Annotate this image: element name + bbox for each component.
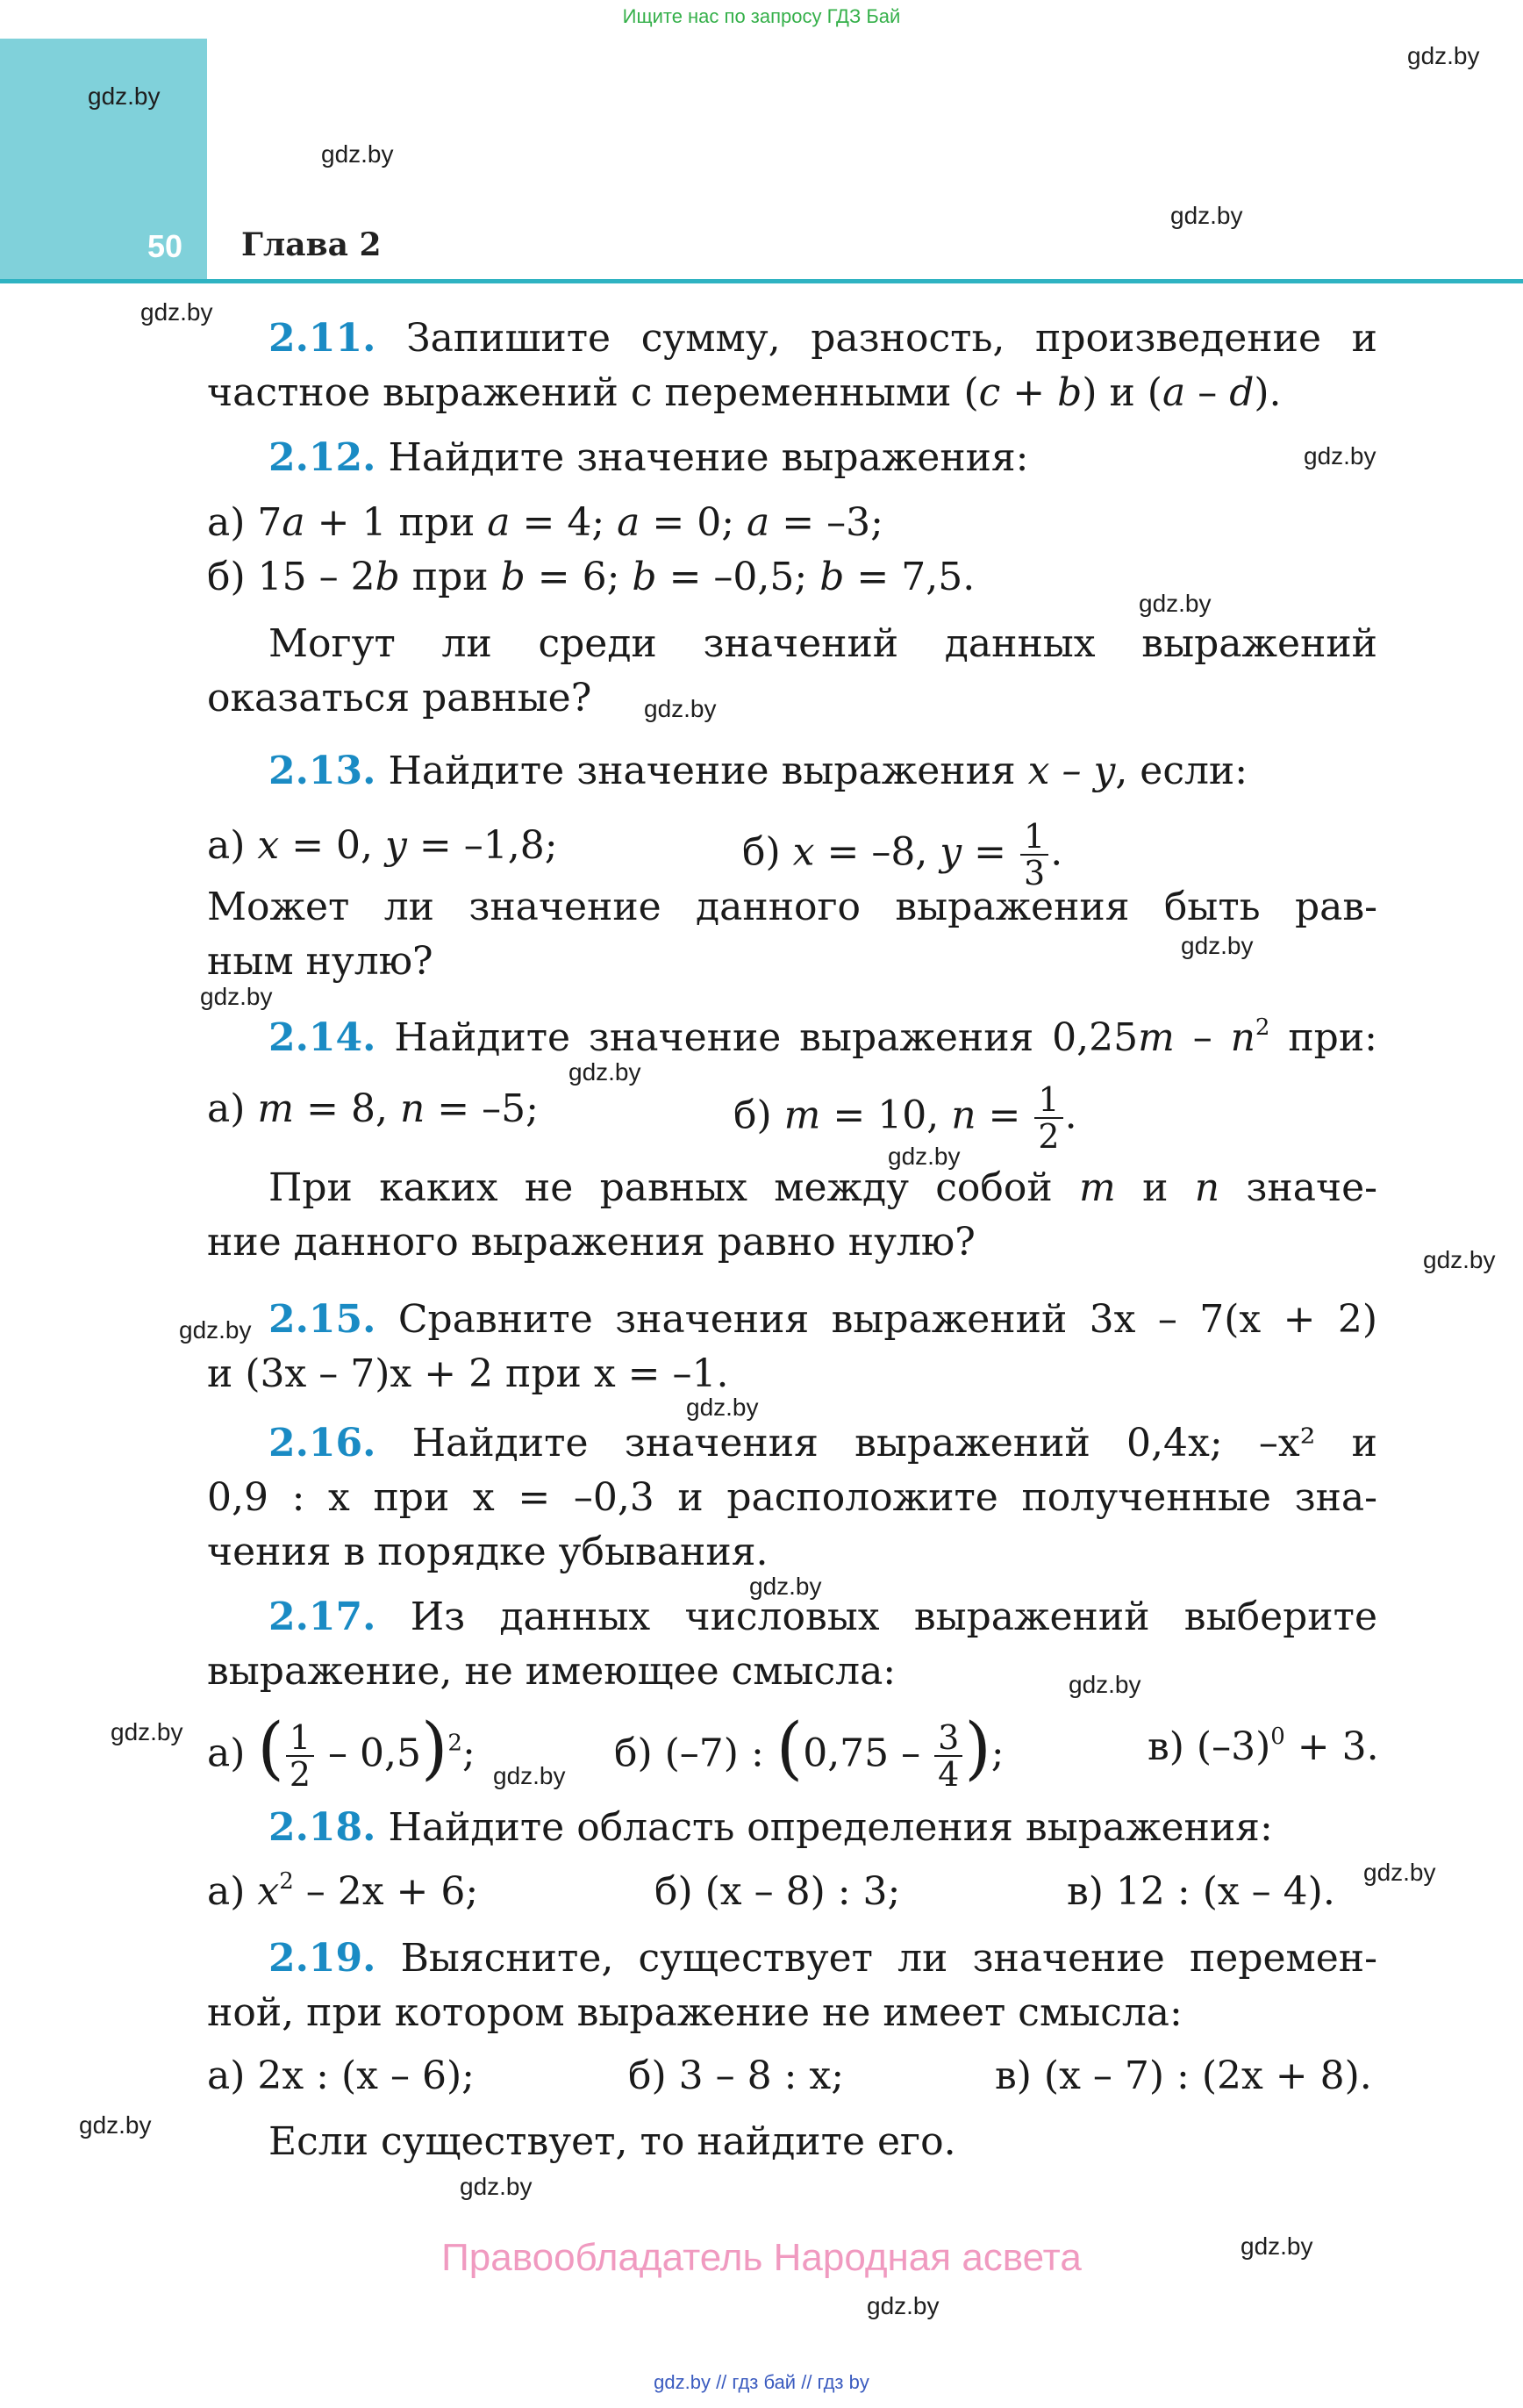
problem-2-19-line-1: 2.19. Выясните, существует ли значение перемен-: [268, 1936, 1377, 1981]
problem-2-11-line-2: частное выражений с переменными (c + b) и (a – d).: [207, 370, 1282, 415]
watermark: gdz.by: [460, 2173, 533, 2200]
watermark: gdz.by: [1241, 2232, 1313, 2260]
watermark: gdz.by: [200, 983, 273, 1010]
problem-number: 2.11.: [268, 316, 376, 361]
problem-2-19-question: Если существует, то найдите его.: [268, 2119, 956, 2164]
problem-2-17-item-a: а) ( $\frac{1}{2}$ – 0,5)$^2$;: [207, 1709, 475, 1794]
watermark: gdz.by: [88, 82, 161, 110]
problem-2-15-line-1: 2.15. Сравните значения выражений 3x – 7(x + 2): [268, 1297, 1377, 1342]
page-number: 50: [147, 228, 183, 264]
problem-2-19-item-c: в) (x – 7) : (2x + 8).: [995, 2053, 1372, 2098]
problem-2-16-line-2: 0,9 : x при x = –0,3 и расположите полученные зна-: [207, 1475, 1377, 1520]
problem-2-16-line-3: чения в порядке убывания.: [207, 1530, 769, 1574]
problem-number: 2.17.: [268, 1595, 376, 1639]
footer-links[interactable]: gdz.by // гдз бай // гдз by: [654, 2371, 869, 2393]
problem-2-12-question-2: оказаться равные?: [207, 676, 592, 720]
watermark: gdz.by: [568, 1058, 641, 1086]
problem-number: 2.15.: [268, 1297, 376, 1342]
problem-2-13-item-a: а) x = 0, y = –1,8;: [207, 823, 558, 868]
watermark: gdz.by: [644, 695, 717, 722]
problem-2-11-line-1: 2.11. Запишите сумму, разность, произведение и: [268, 316, 1377, 361]
problem-number: 2.19.: [268, 1936, 376, 1981]
problem-2-13-line-1: 2.13. Найдите значение выражения x – y, если:: [268, 749, 1248, 793]
problem-2-13-question-2: ным нулю?: [207, 939, 433, 984]
watermark: gdz.by: [1407, 42, 1480, 69]
problem-2-16-line-1: 2.16. Найдите значения выражений 0,4x; –x² и: [268, 1421, 1377, 1466]
problem-2-13-item-b: б) x = –8, y = $\frac{1}{3}$ .: [742, 817, 1063, 892]
problem-2-12-question-1: Могут ли среди значений данных выражений: [268, 621, 1377, 666]
problem-2-14-line-1: 2.14. Найдите значение выражения $0,25m - n^2$ при:: [268, 1014, 1377, 1060]
fraction: $\frac{1}{2}$: [286, 1720, 314, 1792]
problem-2-14-question-1: При каких не равных между собой m и n значе-: [268, 1165, 1377, 1210]
problem-number: 2.18.: [268, 1805, 376, 1850]
problem-2-18-item-a: а) $x^2 - 2x + 6$;: [207, 1868, 479, 1914]
problem-2-19-item-a: а) 2x : (x – 6);: [207, 2053, 475, 2098]
watermark: gdz.by: [749, 1573, 822, 1600]
watermark: gdz.by: [179, 1316, 252, 1344]
problem-number: 2.12.: [268, 435, 376, 480]
watermark: gdz.by: [1170, 202, 1243, 229]
watermark: gdz.by: [79, 2111, 152, 2139]
problem-2-17-line-2: выражение, не имеющее смысла:: [207, 1649, 897, 1694]
problem-2-12-item-a: а) 7a + 1 при a = 4; a = 0; a = –3;: [207, 500, 883, 545]
problem-number: 2.13.: [268, 749, 376, 793]
problem-2-18-line-1: 2.18. Найдите область определения выражения:: [268, 1805, 1273, 1850]
chapter-title: Глава 2: [241, 226, 382, 263]
watermark: gdz.by: [321, 140, 394, 168]
watermark: gdz.by: [888, 1143, 961, 1170]
watermark: gdz.by: [1363, 1859, 1436, 1886]
watermark: gdz.by: [686, 1394, 759, 1421]
rights-holder: Правообладатель Народная асвета: [441, 2236, 1082, 2279]
problem-2-12-item-b: б) 15 – 2b при b = 6; b = –0,5; b = 7,5.: [207, 555, 976, 599]
problem-2-17-item-b: б) (–7) : (0,75 – $\frac{3}{4}$ );: [614, 1709, 1005, 1794]
problem-2-14-item-b: б) m = 10, n = $\frac{1}{2}$ .: [733, 1080, 1077, 1156]
problem-2-14-question-2: ние данного выражения равно нулю?: [207, 1220, 976, 1265]
watermark: gdz.by: [1304, 442, 1376, 469]
problem-2-18-item-b: б) (x – 8) : 3;: [654, 1869, 901, 1914]
problem-2-19-item-b: б) 3 – 8 : x;: [628, 2053, 845, 2098]
header-rule: [0, 279, 1523, 283]
problem-2-18-item-c: в) 12 : (x – 4).: [1067, 1869, 1335, 1914]
fraction: $\frac{1}{2}$: [1034, 1082, 1062, 1154]
watermark: gdz.by: [867, 2292, 940, 2319]
watermark: gdz.by: [111, 1718, 183, 1745]
problem-2-14-item-a: а) m = 8, n = –5;: [207, 1086, 539, 1131]
problem-2-13-question-1: Может ли значение данного выражения быть рав-: [207, 885, 1377, 929]
watermark: gdz.by: [1181, 932, 1254, 959]
fraction: $\frac{1}{3}$: [1020, 819, 1048, 891]
watermark: gdz.by: [493, 1762, 566, 1789]
watermark: gdz.by: [1069, 1671, 1141, 1698]
fraction: $\frac{3}{4}$: [934, 1720, 962, 1792]
problem-2-15-line-2: и (3x – 7)x + 2 при x = –1.: [207, 1351, 729, 1396]
top-banner[interactable]: Ищите нас по запросу ГДЗ Бай: [622, 5, 901, 27]
problem-2-19-line-2: ной, при котором выражение не имеет смысла:: [207, 1990, 1183, 2035]
problem-2-17-item-c: в) $(-3)^0 + 3$.: [1148, 1724, 1379, 1769]
watermark: gdz.by: [1139, 590, 1212, 617]
watermark: gdz.by: [1423, 1246, 1496, 1273]
problem-number: 2.16.: [268, 1421, 376, 1466]
problem-2-17-line-1: 2.17. Из данных числовых выражений выберите: [268, 1595, 1377, 1639]
problem-number: 2.14.: [268, 1015, 376, 1060]
problem-2-12-line-1: 2.12. Найдите значение выражения:: [268, 435, 1029, 480]
watermark: gdz.by: [140, 298, 213, 326]
